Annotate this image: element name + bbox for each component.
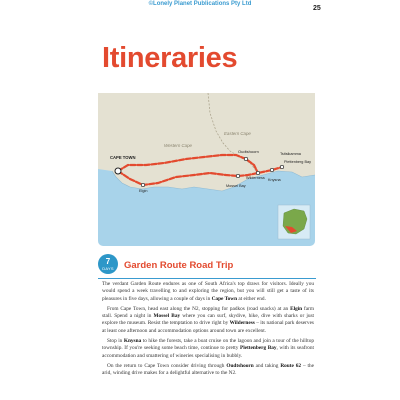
oudtshoorn-term: Oudtshoorn [226, 362, 254, 369]
plettenberg-bay-term: Plettenberg Bay [239, 345, 277, 352]
wilderness-marker [256, 171, 259, 174]
mossel-bay-label: Mossel Bay [226, 184, 246, 188]
knysna-marker [270, 168, 273, 171]
copyright-notice: ©Lonely Planet Publications Pty Ltd [148, 1, 252, 7]
mossel-bay-marker [236, 174, 239, 177]
route-map [98, 93, 315, 246]
cape-town-term: Cape Town [211, 295, 238, 302]
section-title: Garden Route Road Trip [124, 260, 234, 271]
paragraph-4-text-a: On the return to Cape Town consider driving through [107, 362, 227, 369]
route-62-term: Route 62 [280, 362, 302, 369]
cape-town-label-text: CAPE TOWN [110, 155, 136, 160]
page-title: Itineraries [102, 42, 238, 74]
cape-town-marker [115, 168, 121, 174]
paragraph-4-text-c: and taking [253, 362, 281, 369]
elgin-term: Elgin [290, 305, 303, 312]
western-cape-label: Western Cape [164, 143, 192, 148]
paragraph-3 [102, 338, 314, 360]
oudtshoorn-label: Oudtshoorn [238, 149, 259, 154]
paragraph-4 [102, 363, 314, 378]
plettenberg-bay-marker [280, 165, 283, 168]
paragraph-3-text-a: Stop in [107, 338, 124, 345]
article-body [102, 281, 314, 381]
knysna-term: Knysna [123, 338, 142, 345]
route-map-svg [98, 93, 315, 246]
days-badge [98, 254, 118, 274]
paragraph-1 [102, 281, 314, 303]
page-number: 25 [313, 5, 321, 12]
paragraph-1-text-c: at either end. [237, 295, 266, 302]
wilderness-term: Wilderness [229, 320, 255, 327]
oudtshoorn-marker [244, 157, 247, 160]
paragraph-2-text-a: From Cape Town, head east along the N2, stopping for padkos (road snacks) at an [107, 305, 291, 312]
paragraph-4-text-d: – the arid, winding drive makes for a delightful alternative to the N2. [102, 362, 314, 377]
section-divider [98, 278, 316, 279]
paragraph-2-text-e: – its national park deserves at least one afternoon and accommodation options around town are excellent. [102, 320, 314, 334]
tsitsikamma-label: Tsitsikamma [280, 152, 301, 156]
plettenberg-bay-label: Plettenberg Bay [284, 160, 312, 164]
paragraph-2-text-d: where you can surf, skydive, hike, dive with sharks or just explore the museum. Resist the temptation to drive right by [102, 313, 315, 327]
days-badge-number: 7 [105, 257, 111, 266]
mossel-bay-term: Mossel Bay [153, 313, 181, 320]
paragraph-2 [102, 306, 314, 335]
paragraph-2-text-c: farm stall. Spend a night in [102, 305, 314, 320]
paragraph-3-text-d: , with its seafront accommodation and smattering of wineries specialising in bubbly. [102, 345, 314, 359]
knysna-label: Knysna [268, 178, 281, 182]
paragraph-3-text-c: to hike the forests, take a boat cruise on the lagoon and join a tour of the hilltop township. If you're seeking some beach time, continue to pretty [102, 338, 315, 352]
days-badge-unit: DAYS [102, 266, 114, 271]
eastern-cape-label: Eastern Cape [224, 131, 251, 136]
paragraph-1-text-a: The verdant Garden Route endures as one of South Africa's top draws for visitors. Ideally you would spend a week travelling to and exploring the region, but you will still get a taste of its pleasures in five days, allowing a couple of days in [102, 281, 314, 302]
elgin-marker [141, 183, 144, 186]
elgin-label: Elgin [139, 189, 148, 193]
cape-town-label [110, 155, 136, 160]
wilderness-label: Wilderness [246, 176, 265, 180]
